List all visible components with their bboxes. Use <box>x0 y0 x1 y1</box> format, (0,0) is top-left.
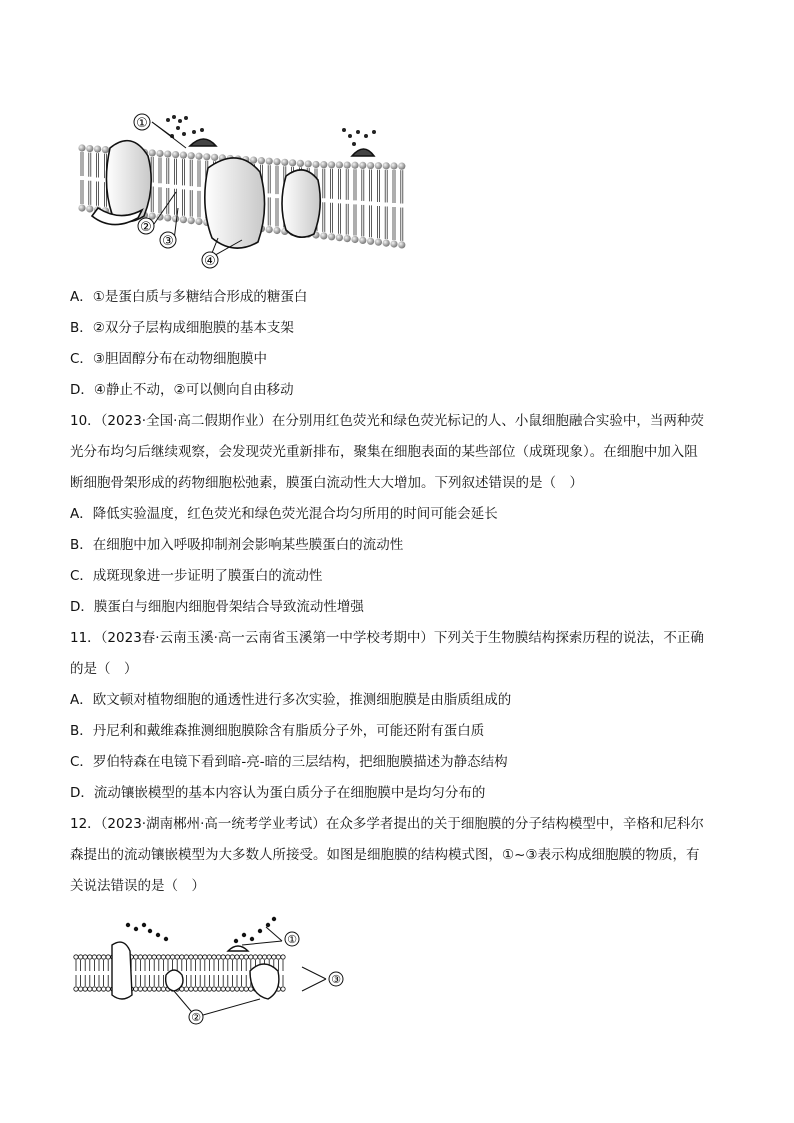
figure1-label-4: ④ <box>204 254 216 269</box>
q12-stem-line-3: 关说法错误的是（ ） <box>70 878 205 894</box>
q11-option-a: A．欧文顿对植物细胞的通透性进行多次实验，推测细胞膜是由脂质组成的 <box>70 692 512 708</box>
figure2-label-3: ③ <box>331 973 341 986</box>
q12-stem-line-2: 森提出的流动镶嵌模型为大多数人所接受。如图是细胞膜的结构模式图，①~③表示构成细胞膜的物质，有 <box>70 847 700 863</box>
q11-option-c: C．罗伯特森在电镜下看到暗-亮-暗的三层结构，把细胞膜描述为静态结构 <box>70 754 508 770</box>
figure2-label-2: ② <box>191 1011 201 1024</box>
q11-option-b: B．丹尼利和戴维森推测细胞膜除含有脂质分子外，可能还附有蛋白质 <box>70 723 485 739</box>
q9-option-b: B．②双分子层构成细胞膜的基本支架 <box>70 320 294 336</box>
sugar-chains-2 <box>126 917 276 943</box>
q11-stem-line-1: 11．（2023春·云南玉溪·高一云南省玉溪第一中学校考期中）下列关于生物膜结构探索历程的说法，不正确 <box>70 630 704 646</box>
q12-stem-line-1: 12．（2023·湖南郴州·高一统考学业考试）在众多学者提出的关于细胞膜的分子结构模型中，辛格和尼科尔 <box>70 816 704 832</box>
figure1-label-2: ② <box>140 220 152 235</box>
figure1-label-3: ③ <box>162 234 174 249</box>
q10-option-d: D．膜蛋白与细胞内细胞骨架结合导致流动性增强 <box>70 599 364 615</box>
q10-option-a: A．降低实验温度，红色荧光和绿色荧光混合均匀所用的时间可能会延长 <box>70 506 498 522</box>
q9-option-a: A．①是蛋白质与多糖结合形成的糖蛋白 <box>70 289 308 305</box>
q9-option-d: D．④静止不动，②可以侧向自由移动 <box>70 382 294 398</box>
q10-stem-line-3: 断细胞骨架形成的药物细胞松弛素，膜蛋白流动性大大增加。下列叙述错误的是（ ） <box>70 475 583 491</box>
q11-stem-line-2: 的是（ ） <box>70 661 138 677</box>
q10-option-c: C．成斑现象进一步证明了膜蛋白的流动性 <box>70 568 323 584</box>
membrane-diagram-2 <box>70 915 360 1027</box>
q10-stem-line-1: 10．（2023·全国·高二假期作业）在分别用红色荧光和绿色荧光标记的人、小鼠细胞融合实验中，当两种荧 <box>70 413 704 429</box>
q9-option-c: C．③胆固醇分布在动物细胞膜中 <box>70 351 268 367</box>
q10-option-b: B．在细胞中加入呼吸抑制剂会影响某些膜蛋白的流动性 <box>70 537 404 553</box>
figure2-label-1: ① <box>287 933 297 946</box>
q10-stem-line-2: 光分布均匀后继续观察，会发现荧光重新排布，聚集在细胞表面的某些部位（成斑现象）。在细胞中加入阻 <box>70 444 698 460</box>
figure1-label-1: ① <box>136 116 148 131</box>
membrane-diagram-1 <box>70 108 415 273</box>
membrane-proteins <box>92 139 374 248</box>
q11-option-d: D．流动镶嵌模型的基本内容认为蛋白质分子在细胞膜中是均匀分布的 <box>70 785 486 801</box>
